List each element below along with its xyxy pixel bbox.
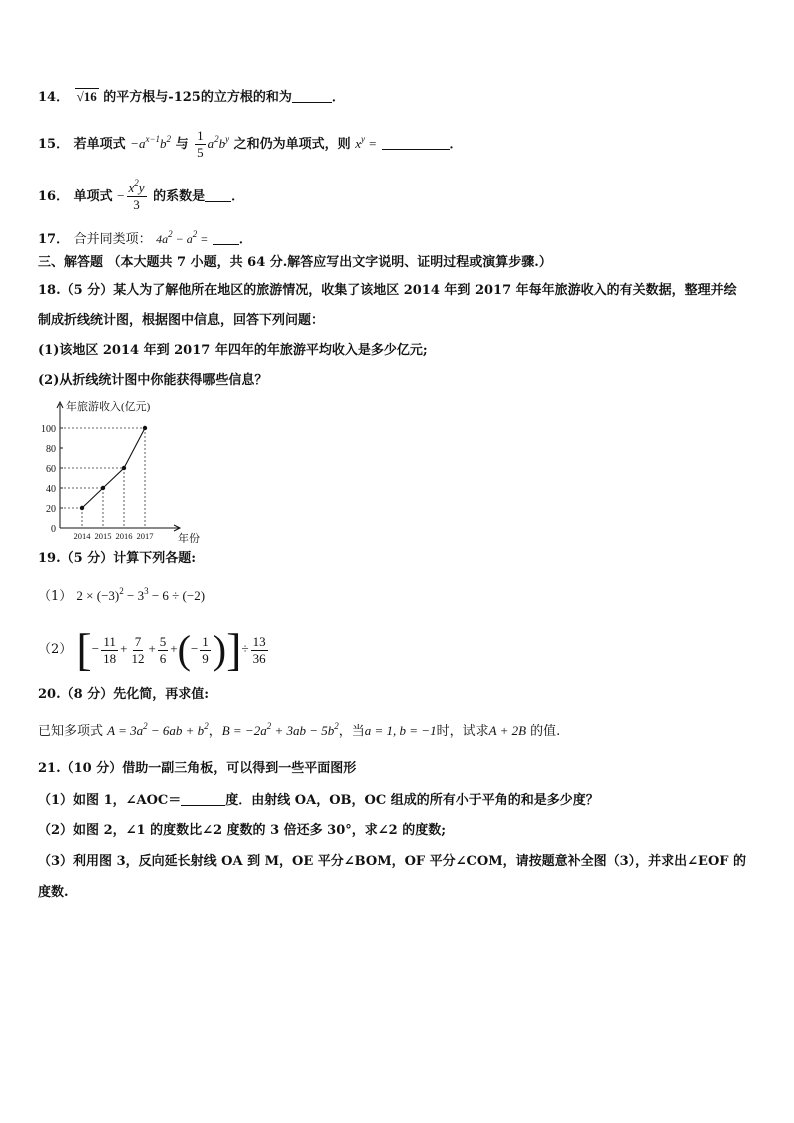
question-19-title: 19.（5 分）计算下列各题: <box>38 551 196 566</box>
question-number: 15． <box>38 137 70 152</box>
question-21-title: 21.（10 分）借助一副三角板，可以得到一些平面图形 <box>38 761 357 776</box>
x-tick-label: 2014 <box>73 531 91 541</box>
punct: ． <box>238 232 252 247</box>
question-number: 16． <box>38 189 70 204</box>
x-tick-label: 2015 <box>94 531 112 541</box>
data-point <box>143 426 147 430</box>
question-18-line1: 18.（5 分）某人为了解他所在地区的旅游情况，收集了该地区 2014 年到 2017 年每年旅游收入的有关数据，整理并绘 <box>38 283 737 298</box>
minus-sign: − <box>117 188 125 203</box>
question-text: 度．由射线 OA，OB，OC 组成的所有小于平角的和是多少度？ <box>225 793 599 808</box>
question-18-part2: (2)从折线统计图中你能获得哪些信息？ <box>38 373 268 388</box>
question-21-part2: （2）如图 2，∠1 的度数比∠2 度数的 3 倍还多 30°，求∠2 的度数; <box>38 823 447 838</box>
question-17 <box>38 230 252 249</box>
y-tick-label: 80 <box>46 444 56 455</box>
fraction-x2y-3: $\frac{x^2y}{3}$ <box>128 178 145 212</box>
expr-x-y: $x^y$ = <box>355 134 377 151</box>
x-axis-label: 年份 <box>178 533 200 543</box>
answer-blank[interactable] <box>213 232 239 245</box>
fraction-1-5: $\frac{1}{5}$ <box>197 128 204 160</box>
part-number: （1） <box>38 589 73 604</box>
question-19-part2 <box>38 624 270 676</box>
question-18-line2: 制成折线统计图，根据图中信息，回答下列问题： <box>38 313 325 328</box>
question-text: 的系数是 <box>153 189 206 204</box>
question-text: 时，试求 <box>436 724 489 739</box>
question-text: 若单项式 <box>73 137 126 152</box>
data-point <box>122 466 126 470</box>
question-number: 14． <box>38 90 70 105</box>
polynomial-A: $A = 3a^2 - 6ab + b^2$ <box>107 721 209 738</box>
y-axis-label: 年旅游收入(亿元) <box>66 401 151 413</box>
question-text: ，当 <box>338 724 365 739</box>
question-14 <box>38 88 345 107</box>
monomial-1: $-a^{x-1}b^2$ <box>130 134 172 151</box>
data-point <box>101 486 105 490</box>
data-point <box>80 506 84 510</box>
y-tick-label: 0 <box>51 524 56 535</box>
answer-blank[interactable] <box>181 793 225 806</box>
y-tick-label: 40 <box>46 484 56 495</box>
question-21-part1 <box>38 792 599 810</box>
question-text: 的值. <box>530 724 561 739</box>
answer-blank[interactable] <box>292 90 332 103</box>
punct: ． <box>449 137 463 152</box>
question-text: 的平方根与-125的立方根的和为 <box>103 90 292 105</box>
y-tick-label: 100 <box>41 424 56 435</box>
question-text: （1）如图 1，∠AOC＝ <box>38 793 182 808</box>
sqrt-16: √16 <box>76 89 97 104</box>
question-20-title: 20.（8 分）先化简，再求值: <box>38 687 209 702</box>
question-21-part3: （3）利用图 3，反向延长射线 OA 到 M，OE 平分∠BOM，OF 平分∠COM，请按题意补全图（3），并求出∠EOF 的 <box>38 854 747 869</box>
x-tick-label: 2017 <box>136 531 154 541</box>
answer-blank[interactable] <box>382 137 450 150</box>
punct: ． <box>231 189 245 204</box>
part-number: （2） <box>38 642 73 657</box>
question-text: 已知多项式 <box>38 724 104 739</box>
punct: ． <box>331 90 345 105</box>
question-16 <box>38 180 244 213</box>
expression-2: [− $\frac{11}{18}$ + $\frac{7}{12}$ + $\frac{5}{6}$ +(− $\frac{1}{9}$ )]÷ $\frac{13}{36}$ <box>76 624 266 676</box>
question-text: 与 <box>175 137 189 152</box>
polynomial-B: $B = -2a^2 + 3ab - 5b^2$ <box>221 721 339 738</box>
expression-1: $2 \times (-3)^2 - 3^3 - 6 \div (-2)$ <box>76 586 206 603</box>
question-18-part1: (1)该地区 2014 年到 2017 年四年的年旅游平均收入是多少亿元; <box>38 343 428 358</box>
question-text: 合并同类项： <box>73 232 152 247</box>
question-19-part1 <box>38 587 205 606</box>
question-number: 17． <box>38 232 70 247</box>
question-text: 单项式 <box>73 189 113 204</box>
values-a-b: a = 1, b = −1 <box>364 723 437 738</box>
line-chart <box>38 398 208 543</box>
answer-blank[interactable] <box>205 189 231 202</box>
section-heading: 三、解答题 （本大题共 7 小题，共 64 分.解答应写出文字说明、证明过程或演算步骤.） <box>38 255 552 270</box>
question-text: 之和仍为单项式，则 <box>233 137 351 152</box>
expr-4a2-a2: $4a^2 - a^2$ = <box>156 229 209 246</box>
y-tick-label: 20 <box>46 504 56 515</box>
question-20-body: 已知多项式 $A = 3a^2 - 6ab + b^2$，$B = -2a^2 + 3ab - 5b^2$，当a = 1, b = −1时，试求A + 2B 的值. <box>38 721 561 739</box>
question-21-part3-cont: 度数. <box>38 885 69 900</box>
monomial-2: $a^2b^y$ <box>207 134 230 151</box>
x-tick-label: 2016 <box>115 531 133 541</box>
y-tick-label: 60 <box>46 464 56 475</box>
question-15 <box>38 128 463 161</box>
expr-A-plus-2B: A + 2B <box>488 723 527 738</box>
